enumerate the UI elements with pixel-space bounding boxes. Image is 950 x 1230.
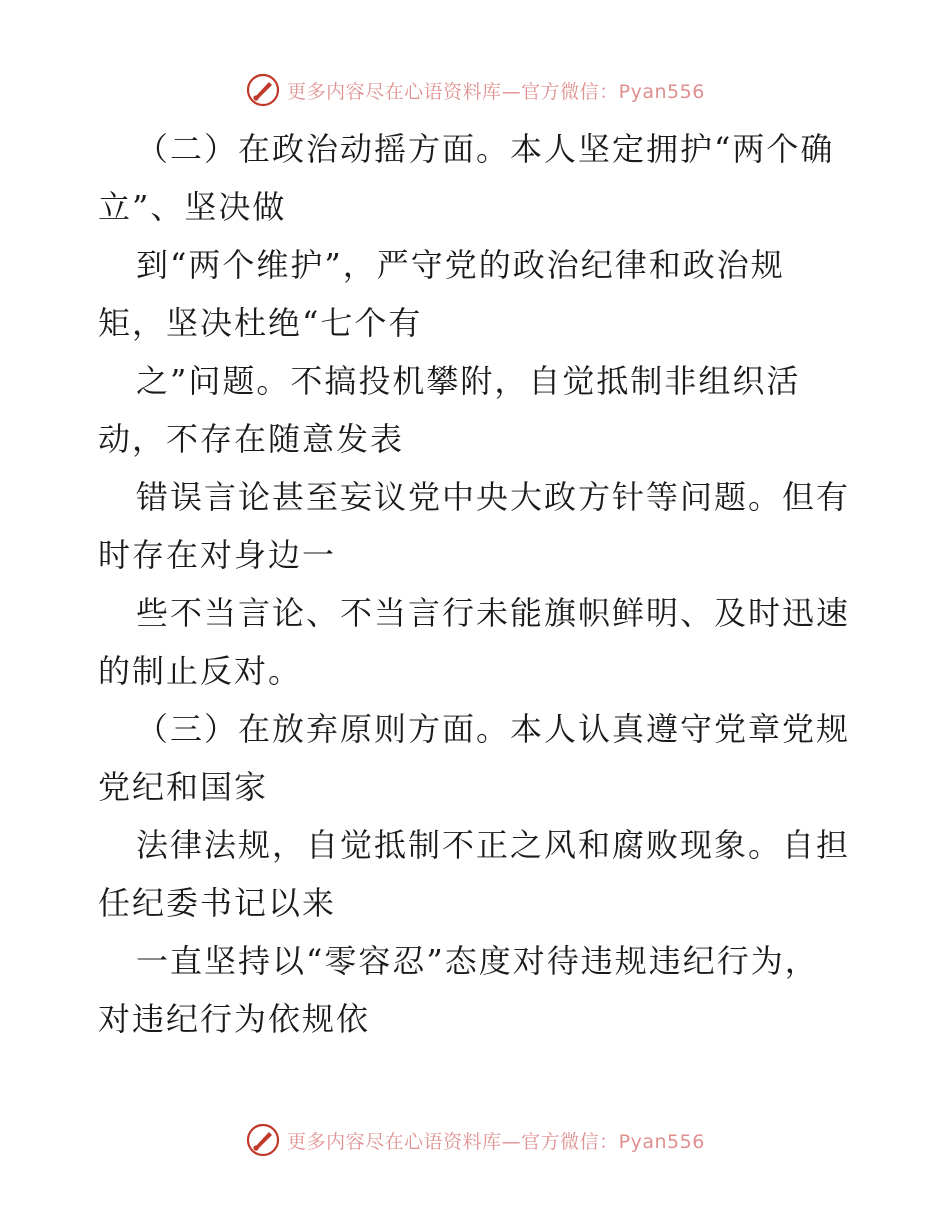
document-body [98,120,858,1048]
paragraph-line: 矩，坚决杜绝“七个有 [98,304,423,342]
paragraph-line: 党纪和国家 [98,768,269,806]
header-watermark [0,70,950,110]
paragraph-line: 任纪委书记以来 [98,884,337,922]
paragraph-line: 立”、坚决做 [98,188,287,226]
paragraph-line: 一直坚持以“零容忍”态度对待违规违纪行为， [136,942,819,980]
paragraph-line: 错误言论甚至妄议党中央大政方针等问题。但有 [136,478,851,516]
paragraph-line: （二）在政治动摇方面。本人坚定拥护“两个确 [136,130,835,168]
paragraph-line: 些不当言论、不当言行未能旗帜鲜明、及时迅速 [136,594,851,632]
pen-nib-logo-icon [245,1122,281,1158]
footer-watermark [0,1120,950,1160]
paragraph-line: 的制止反对。 [98,652,303,690]
pen-nib-logo-icon [245,72,281,108]
paragraph-line: 时存在对身边一 [98,536,337,574]
watermark-text: 更多内容尽在心语资料库—官方微信：Pyan556 [287,1130,705,1153]
watermark-text: 更多内容尽在心语资料库—官方微信：Pyan556 [287,80,705,103]
paragraph-line: 对违纪行为依规依 [98,1000,371,1038]
paragraph-line: 之”问题。不搞投机攀附，自觉抵制非组织活 [136,362,801,400]
paragraph-line: （三）在放弃原则方面。本人认真遵守党章党规 [136,710,851,748]
paragraph-line: 法律法规，自觉抵制不正之风和腐败现象。自担 [136,826,851,864]
paragraph-line: 到“两个维护”，严守党的政治纪律和政治规 [136,246,785,284]
paragraph-line: 动，不存在随意发表 [98,420,405,458]
